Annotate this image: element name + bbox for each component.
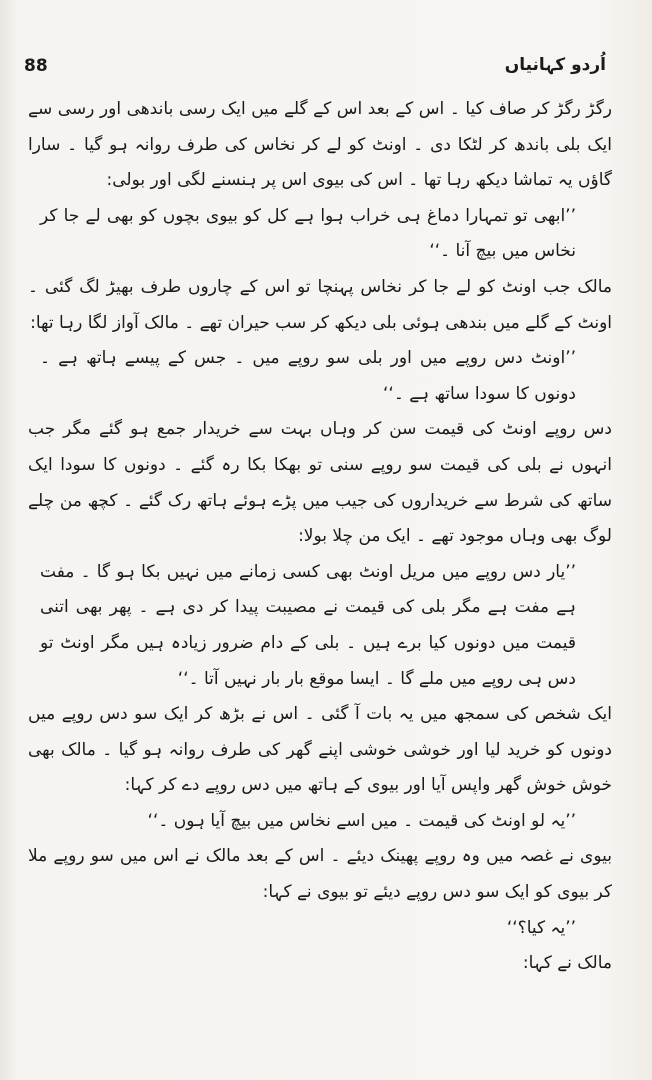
quote: ’’اونٹ دس روپے میں اور بلی سو روپے میں ۔ جس کے پیسے ہاتھ ہے ۔ دونوں کا سودا ساتھ ہے ۔‘‘ [40, 348, 576, 404]
quote: ’’یہ لو اونٹ کی قیمت ۔ میں اسے نخاس میں بیچ آیا ہوں ۔‘‘ [147, 810, 576, 831]
paragraph: ایک شخص کی سمجھ میں یہ بات آ گئی ۔ اس نے بڑھ کر ایک سو دس روپے میں دونوں کو خرید لیا اور خوشی خوشی اپنے گھر کی طرف روانہ ہو گیا ۔ مالک بھی خوش خوش گھر واپس آیا اور بیوی کے ہاتھ میں دس روپے دے کر کہا: [28, 704, 612, 796]
quote: ’’یار دس روپے میں مریل اونٹ بھی کسی زمانے میں نہیں بکا ہو گا ۔ مفت ہے مفت ہے مگر بلی کی قیمت نے مصیبت پیدا کر دی ہے ۔ پھر بھی اتنی قیمت میں دونوں کیا برے ہیں ۔ بلی کے دام ضرور زیادہ ہیں مگر اونٹ تو دس ہی روپے میں ملے گا ۔ ایسا موقع بار بار نہیں آتا ۔‘‘ [40, 561, 576, 689]
page-number: 88 [24, 56, 48, 76]
paragraph: بیوی نے غصہ میں وہ روپے پھینک دیئے ۔ اس کے بعد مالک نے اس میں سو روپے ملا کر بیوی کو ایک سو دس روپے دیئے تو بیوی نے کہا: [28, 846, 612, 903]
paragraph: مالک نے کہا: [522, 953, 612, 974]
running-title: اُردو کہانیاں [504, 55, 606, 75]
page-header [24, 54, 606, 84]
page-body [28, 92, 612, 982]
quote: ’’ابھی تو تمہارا دماغ ہی خراب ہوا ہے کل کو بیوی بچوں کو بھی لے جا کر نخاس میں بیچ آنا ۔‘‘ [40, 205, 576, 262]
quote: ’’یہ کیا؟‘‘ [506, 917, 576, 938]
paragraph: مالک جب اونٹ کو لے جا کر نخاس پہنچا تو اس کے چاروں طرف بھیڑ لگ گئی ۔ اونٹ کے گلے میں بندھی ہوئی بلی دیکھ کر سب حیران تھے ۔ مالک آواز لگا رہا تھا: [28, 276, 612, 333]
paragraph: رگڑ رگڑ کر صاف کیا ۔ اس کے بعد اس کے گلے میں ایک رسی باندھی اور رسی سے ایک بلی باندھ کر لٹکا دی ۔ اونٹ کو لے کر نخاس کی طرف روانہ ہو گیا ۔ سارا گاؤں یہ تماشا دیکھ رہا تھا ۔ اس کی بیوی اس پر ہنسنے لگی اور بولی: [28, 99, 612, 191]
paragraph: دس روپے اونٹ کی قیمت سن کر وہاں بہت سے خریدار جمع ہو گئے مگر جب انہوں نے بلی کی قیمت سو روپے سنی تو بھکا بکا رہ گئے ۔ دونوں کا سودا ایک ساتھ کی شرط سے خریداروں کی جیب میں پڑے ہوئے ہاتھ رک گئے ۔ کچھ من چلے لوگ بھی وہاں موجود تھے ۔ ایک من چلا بولا: [28, 419, 612, 547]
